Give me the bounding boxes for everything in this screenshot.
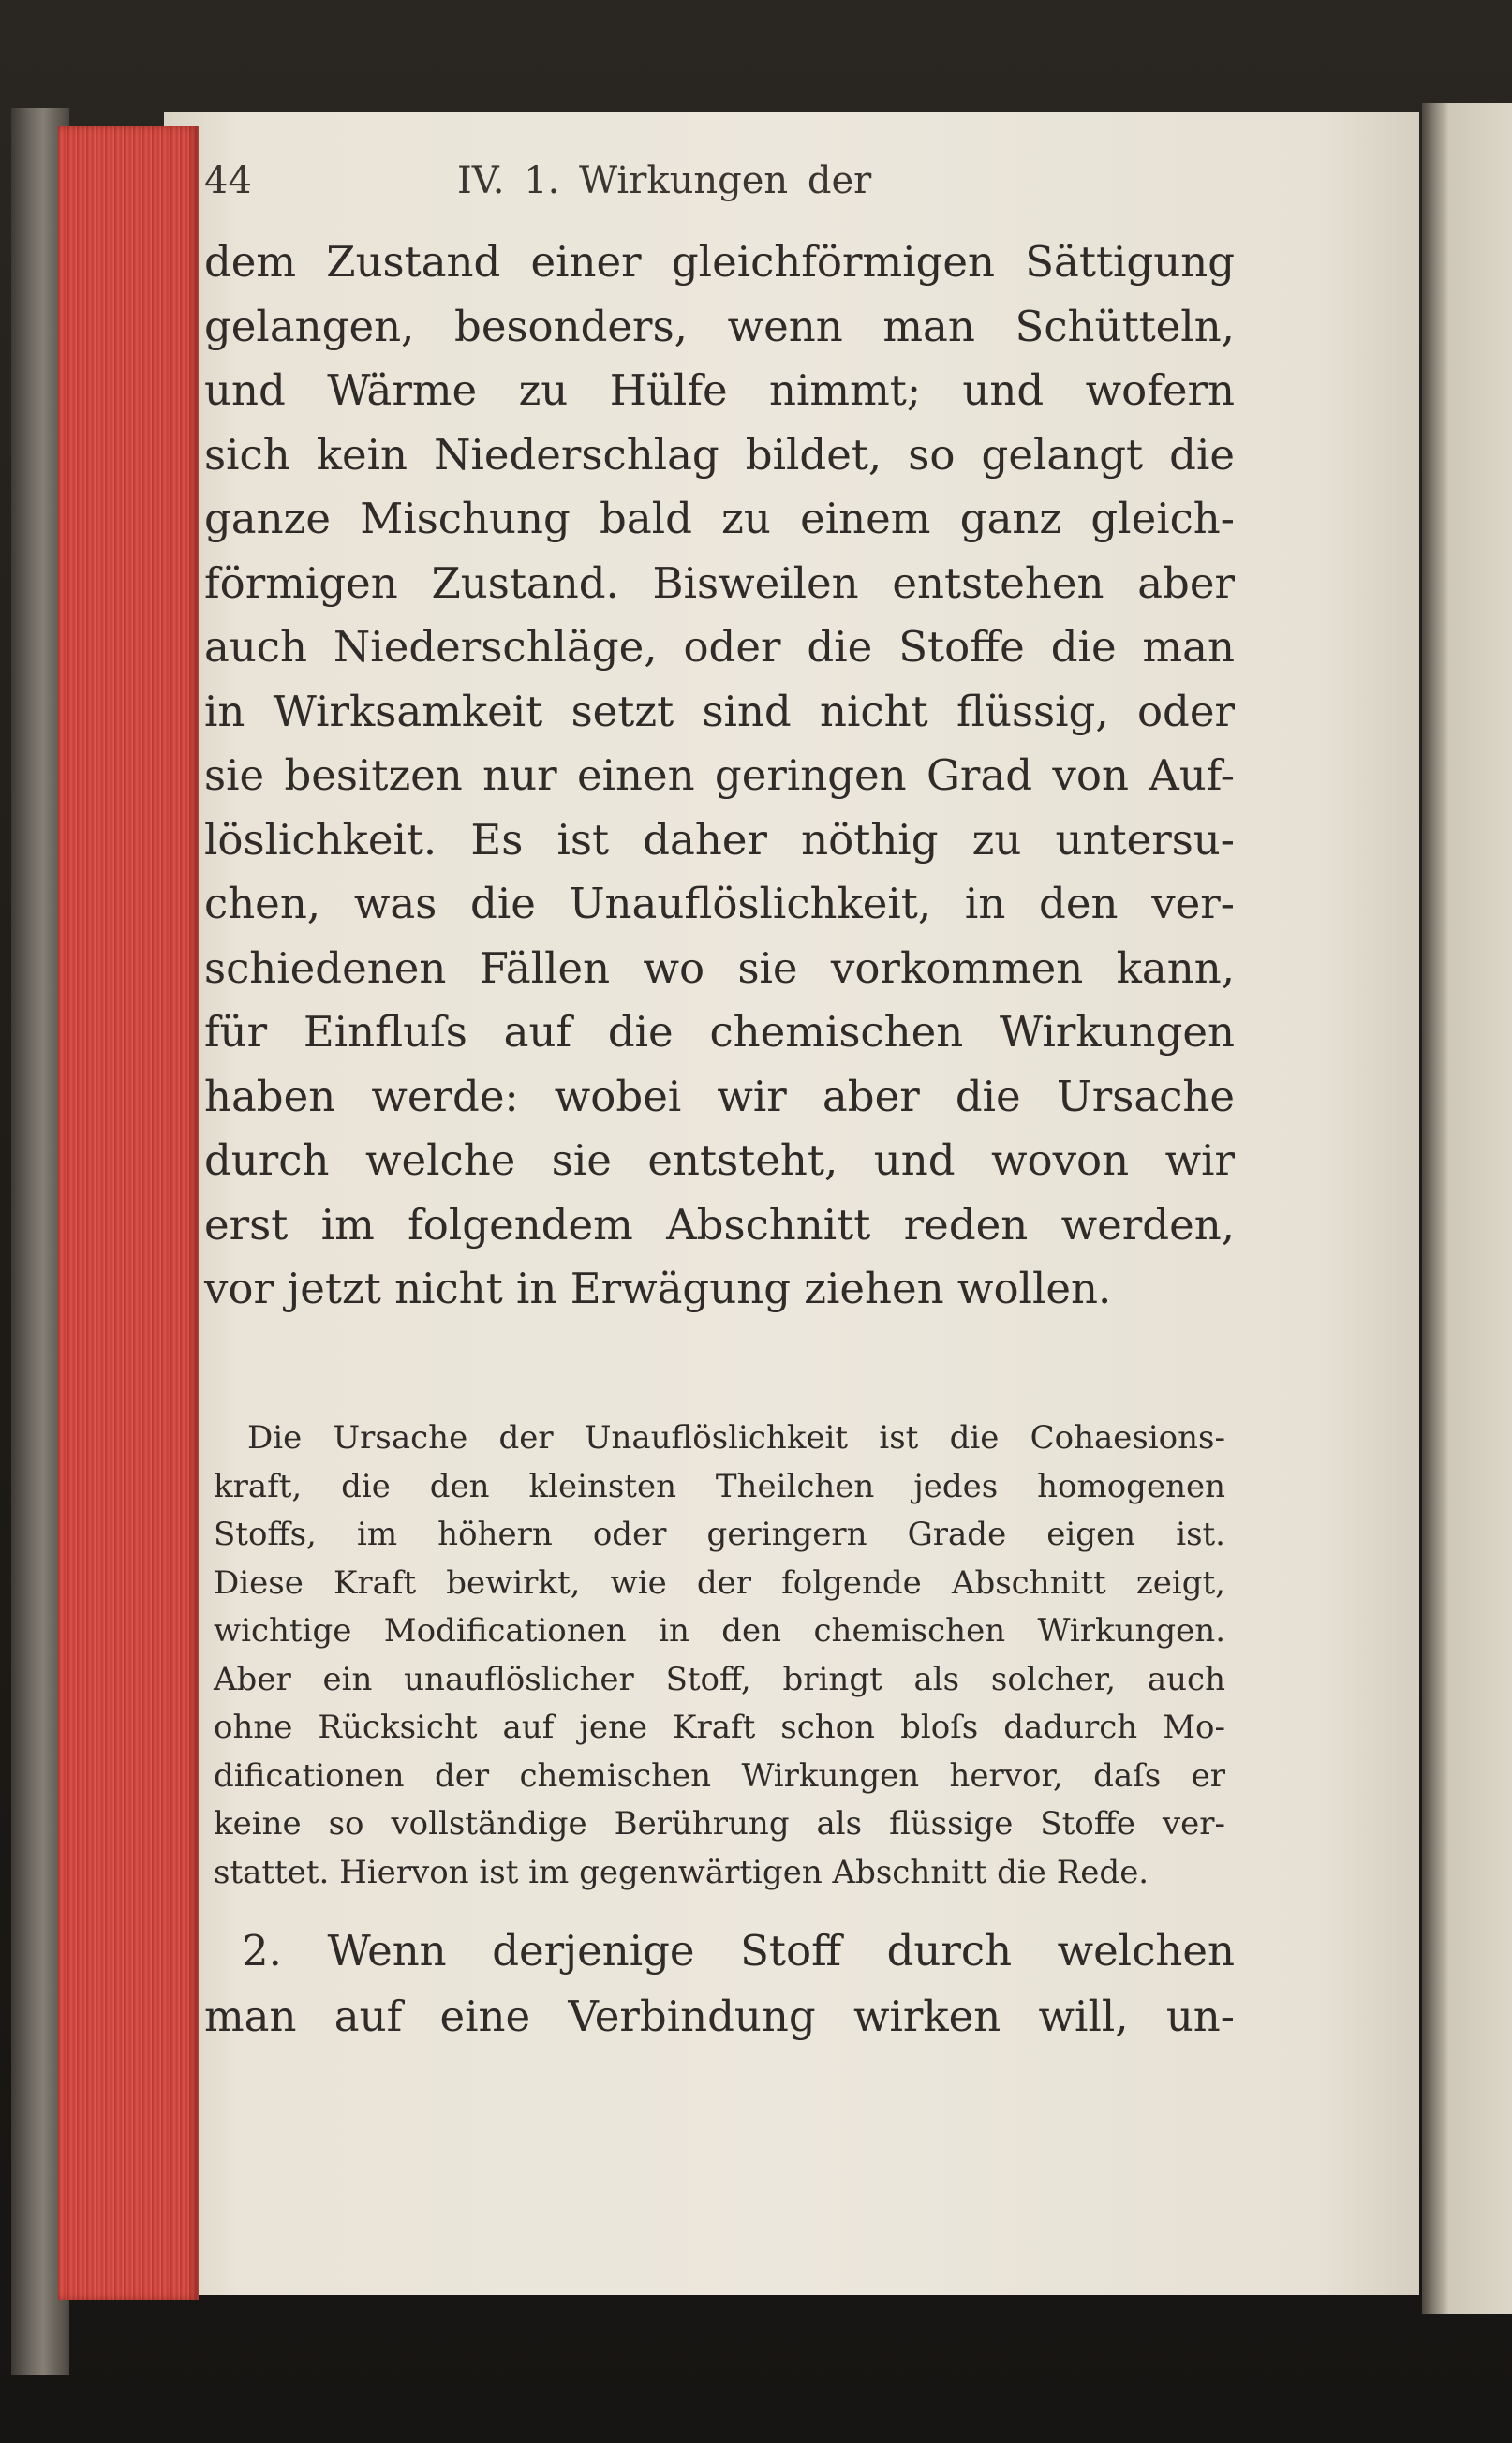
footnote-line: wichtige Modificationen in den chemischen Wirkungen.	[214, 1612, 1225, 1650]
text-line: dem Zustand einer gleichförmigen Sättigung	[204, 237, 1235, 287]
text-line: löslichkeit. Es ist daher nöthig zu untersu-	[204, 814, 1235, 865]
paragraph-two	[204, 1918, 1235, 2050]
footnote-line: ohne Rücksicht auf jene Kraft schon bloſs dadurch Mo-	[214, 1709, 1225, 1746]
text-line: förmigen Zustand. Bisweilen entstehen aber	[204, 557, 1235, 608]
footnote-line: Diese Kraft bewirkt, wie der folgende Abschnitt zeigt,	[214, 1563, 1225, 1602]
text-line: gelangen, besonders, wenn man Schütteln,	[204, 301, 1235, 351]
text-line: sich kein Niederschlag bildet, so gelangt die	[204, 429, 1235, 480]
text-line: schiedenen Fällen wo sie vorkommen kann,	[204, 942, 1235, 993]
footnote-line: dificationen der chemischen Wirkungen hervor, daſs er	[214, 1756, 1225, 1795]
text-line: in Wirksamkeit setzt sind nicht flüssig, oder	[204, 686, 1235, 736]
main-text-block	[204, 230, 1235, 1322]
running-header	[204, 150, 1235, 225]
footnote-line: stattet. Hiervon ist im gegenwärtigen Abschnitt die Rede.	[214, 1853, 1149, 1891]
text-line: chen, was die Unauflöslichkeit, in den ver-	[204, 879, 1235, 928]
section-title: IV. 1. Wirkungen der	[457, 159, 872, 202]
text-line: vor jetzt nicht in Erwägung ziehen wollen.	[204, 1264, 1112, 1313]
text-line: haben werde: wobei wir aber die Ursache	[204, 1071, 1235, 1121]
footnote-line: Die Ursache der Unauflöslichkeit ist die Cohaesions-	[247, 1419, 1225, 1457]
footnote-line: keine so vollständige Berührung als flüssige Stoffe ver-	[214, 1805, 1225, 1843]
page-number: 44	[204, 159, 252, 202]
text-line: für Einfluſs auf die chemischen Wirkungen	[204, 1007, 1235, 1057]
text-line: erst im folgendem Abschnitt reden werden,	[204, 1199, 1235, 1250]
text-line: 2. Wenn derjenige Stoff durch welchen	[242, 1926, 1235, 1976]
footnote-line: kraft, die den kleinsten Theilchen jedes homogenen	[214, 1467, 1225, 1505]
text-line: und Wärme zu Hülfe nimmt; und wofern	[204, 365, 1235, 415]
text-line: auch Niederschläge, oder die Stoffe die man	[204, 622, 1235, 672]
facing-page-edge	[1422, 103, 1512, 2314]
footnote-line: Aber ein unauflöslicher Stoff, bringt als solcher, auch	[214, 1660, 1225, 1698]
red-page-edges	[58, 126, 199, 2300]
text-line: man auf eine Verbindung wirken will, un-	[204, 1991, 1235, 2041]
text-line: ganze Mischung bald zu einem ganz gleich-	[204, 494, 1235, 543]
footnote-line: Stoffs, im höhern oder geringern Grade eigen ist.	[214, 1516, 1225, 1553]
text-line: sie besitzen nur einen geringen Grad von Auf-	[204, 750, 1235, 800]
footnote-block	[214, 1414, 1225, 1897]
text-line: durch welche sie entsteht, und wovon wir	[204, 1135, 1235, 1185]
